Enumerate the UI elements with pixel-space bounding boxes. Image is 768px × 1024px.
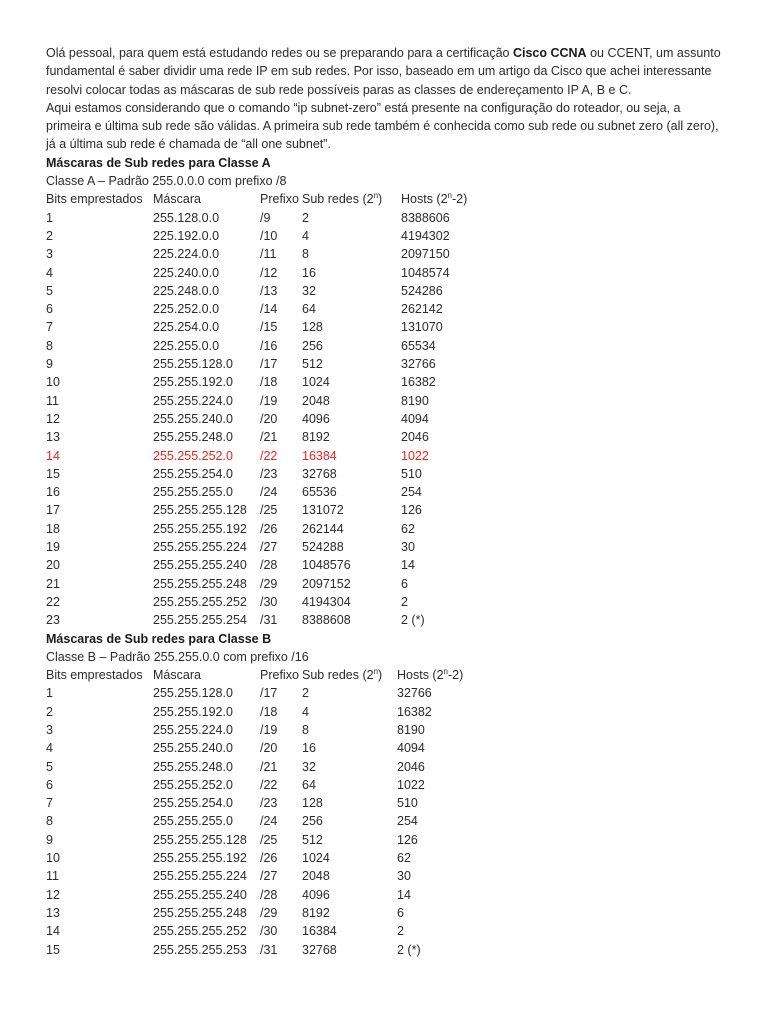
table-row	[46, 501, 521, 519]
subnets-cell: 64	[302, 302, 316, 317]
class-b-header-row	[46, 666, 517, 684]
header-prefix: Prefixo	[260, 668, 299, 683]
table-row	[46, 721, 517, 739]
bits-cell: 13	[46, 430, 60, 445]
table-row	[46, 428, 521, 446]
prefix-cell: /23	[260, 796, 278, 811]
table-row	[46, 556, 521, 574]
header-prefix: Prefixo	[260, 192, 299, 207]
table-row	[46, 758, 517, 776]
prefix-cell: /20	[260, 741, 278, 756]
table-row	[46, 337, 521, 355]
subnets-cell: 2048	[302, 393, 330, 408]
table-row	[46, 684, 517, 702]
subnets-cell: 8192	[302, 430, 330, 445]
hosts-cell: 1022	[401, 448, 429, 463]
hosts-cell: 2046	[397, 759, 425, 774]
hosts-cell: 254	[397, 814, 418, 829]
subnets-cell: 16	[302, 265, 316, 280]
hosts-cell: 2	[401, 594, 408, 609]
bits-cell: 3	[46, 722, 53, 737]
hosts-cell: 16382	[397, 704, 432, 719]
table-row	[46, 264, 521, 282]
subnets-cell: 1024	[302, 851, 330, 866]
subnets-cell: 131072	[302, 503, 344, 518]
class-a-header-row	[46, 190, 521, 208]
header-bits: Bits emprestados	[46, 668, 143, 683]
table-row	[46, 538, 521, 556]
hosts-cell: 30	[397, 869, 411, 884]
bits-cell: 19	[46, 540, 60, 555]
subnets-cell: 4096	[302, 411, 330, 426]
table-row	[46, 867, 517, 885]
mask-cell: 255.255.255.252	[153, 594, 247, 609]
prefix-cell: /24	[260, 485, 278, 500]
mask-cell: 255.255.240.0	[153, 741, 233, 756]
subnets-cell: 16384	[302, 448, 337, 463]
hosts-cell: 524286	[401, 283, 443, 298]
subnets-cell: 8192	[302, 905, 330, 920]
bits-cell: 3	[46, 247, 53, 262]
mask-cell: 225.255.0.0	[153, 338, 220, 353]
mask-cell: 255.255.255.248	[153, 905, 247, 920]
prefix-cell: /25	[260, 503, 278, 518]
table-row	[46, 831, 517, 849]
subnets-cell: 262144	[302, 521, 344, 536]
table-row	[46, 465, 521, 483]
bits-cell: 8	[46, 814, 53, 829]
bits-cell: 2	[46, 228, 53, 243]
bits-cell: 21	[46, 576, 60, 591]
mask-cell: 255.255.254.0	[153, 466, 233, 481]
table-row	[46, 739, 517, 757]
mask-cell: 255.255.255.248	[153, 576, 247, 591]
class-a-table	[46, 190, 521, 629]
mask-cell: 255.255.255.0	[153, 814, 233, 829]
prefix-cell: /11	[260, 247, 277, 262]
prefix-cell: /17	[260, 357, 278, 372]
hosts-cell: 6	[397, 905, 404, 920]
bits-cell: 20	[46, 558, 60, 573]
prefix-cell: /23	[260, 466, 278, 481]
prefix-cell: /17	[260, 686, 278, 701]
mask-cell: 255.255.255.240	[153, 558, 247, 573]
table-row	[46, 776, 517, 794]
class-b-subtitle: Classe B – Padrão 255.255.0.0 com prefixo /16	[46, 649, 309, 664]
hosts-cell: 6	[401, 576, 408, 591]
prefix-cell: /14	[260, 302, 278, 317]
hosts-cell: 126	[397, 832, 418, 847]
subnets-cell: 8388608	[302, 613, 351, 628]
table-row	[46, 812, 517, 830]
intro-paragraph-2: Aqui estamos considerando que o comando “ip subnet-zero” está presente na configuração do roteador, ou seja, a primeira e última sub rede são válidas. A primeira sub rede também é conhecida como sub rede ou subnet zero (all zero), já a última sub rede é chamada de “all one subnet”.	[46, 100, 719, 152]
hosts-cell: 254	[401, 485, 422, 500]
mask-cell: 255.255.255.128	[153, 832, 247, 847]
header-mask: Máscara	[153, 192, 201, 207]
bits-cell: 23	[46, 613, 60, 628]
mask-cell: 255.255.128.0	[153, 357, 233, 372]
mask-cell: 255.255.255.224	[153, 540, 247, 555]
cisco-ccna-bold: Cisco CCNA	[512, 46, 587, 60]
table-row	[46, 520, 521, 538]
subnets-cell: 4194304	[302, 594, 351, 609]
mask-cell: 255.255.252.0	[153, 448, 233, 463]
subnets-cell: 32	[302, 759, 316, 774]
bits-cell: 18	[46, 521, 60, 536]
class-b-table	[46, 666, 517, 959]
mask-cell: 255.128.0.0	[153, 210, 220, 225]
hosts-cell: 30	[401, 540, 415, 555]
header-hosts: Hosts (2$^n$-2)	[401, 191, 468, 207]
subnets-cell: 16	[302, 741, 316, 756]
bits-cell: 12	[46, 411, 60, 426]
hosts-cell: 8388606	[401, 210, 450, 225]
mask-cell: 255.255.248.0	[153, 759, 233, 774]
prefix-cell: /30	[260, 594, 278, 609]
prefix-cell: /30	[260, 924, 278, 939]
bits-cell: 8	[46, 338, 53, 353]
mask-cell: 255.255.128.0	[153, 686, 233, 701]
mask-cell: 255.255.248.0	[153, 430, 233, 445]
table-row	[46, 703, 517, 721]
subnets-cell: 256	[302, 814, 323, 829]
table-row	[46, 373, 521, 391]
bits-cell: 4	[46, 265, 53, 280]
subnets-cell: 1048576	[302, 558, 351, 573]
mask-cell: 225.240.0.0	[153, 265, 220, 280]
prefix-cell: /26	[260, 851, 278, 866]
mask-cell: 225.252.0.0	[153, 302, 220, 317]
subnets-cell: 256	[302, 338, 323, 353]
hosts-cell: 62	[401, 521, 415, 536]
bits-cell: 9	[46, 832, 53, 847]
intro-text-continued: ou CCENT, um assunto fundamental é saber dividir uma rede IP em sub redes. Por isso, baseado em um artigo da Cisco que achei interessante resolvi colocar todas as máscaras de sub rede possíveis paras as classes de endereçamento IP A, B e C.	[46, 46, 721, 97]
hosts-cell: 2 (*)	[401, 613, 425, 628]
hosts-cell: 2 (*)	[397, 942, 421, 957]
mask-cell: 225.192.0.0	[153, 228, 220, 243]
bits-cell: 7	[46, 796, 53, 811]
table-row	[46, 227, 521, 245]
hosts-cell: 2	[397, 924, 404, 939]
bits-cell: 10	[46, 375, 60, 390]
hosts-cell: 262142	[401, 302, 443, 317]
hosts-cell: 4094	[401, 411, 429, 426]
bits-cell: 11	[46, 869, 59, 884]
table-row	[46, 904, 517, 922]
table-row	[46, 483, 521, 501]
header-hosts: Hosts (2$^n$-2)	[397, 666, 464, 683]
prefix-cell: /27	[260, 869, 278, 884]
hosts-cell: 32766	[401, 357, 436, 372]
mask-cell: 255.255.255.192	[153, 851, 247, 866]
mask-cell: 255.255.192.0	[153, 375, 233, 390]
table-row	[46, 392, 521, 410]
subnets-cell: 2097152	[302, 576, 351, 591]
header-mask: Máscara	[153, 668, 201, 683]
intro-paragraph-1	[46, 44, 726, 99]
bits-cell: 22	[46, 594, 60, 609]
header-bits: Bits emprestados	[46, 192, 143, 207]
hosts-cell: 510	[401, 466, 422, 481]
subnets-cell: 128	[302, 796, 323, 811]
prefix-cell: /20	[260, 411, 278, 426]
table-row	[46, 941, 517, 959]
bits-cell: 5	[46, 283, 53, 298]
table-row	[46, 611, 521, 629]
prefix-cell: /12	[260, 265, 278, 280]
mask-cell: 255.255.255.252	[153, 924, 247, 939]
mask-cell: 255.255.252.0	[153, 777, 233, 792]
subnets-cell: 128	[302, 320, 323, 335]
hosts-cell: 8190	[401, 393, 429, 408]
hosts-cell: 2097150	[401, 247, 450, 262]
bits-cell: 15	[46, 942, 60, 957]
article-page	[46, 44, 726, 959]
subnets-cell: 4	[302, 704, 309, 719]
mask-cell: 255.255.255.253	[153, 942, 247, 957]
subnets-cell: 4096	[302, 887, 330, 902]
prefix-cell: /29	[260, 576, 278, 591]
subnets-cell: 512	[302, 832, 323, 847]
prefix-cell: /13	[260, 283, 278, 298]
mask-cell: 225.248.0.0	[153, 283, 220, 298]
bits-cell: 10	[46, 851, 60, 866]
table-row	[46, 355, 521, 373]
bits-cell: 13	[46, 905, 60, 920]
mask-cell: 255.255.255.128	[153, 503, 247, 518]
hosts-cell: 4094	[397, 741, 425, 756]
hosts-cell: 62	[397, 851, 411, 866]
prefix-cell: /19	[260, 393, 278, 408]
table-row	[46, 593, 521, 611]
hosts-cell: 8190	[397, 722, 425, 737]
prefix-cell: /21	[260, 759, 278, 774]
bits-cell: 1	[46, 210, 53, 225]
hosts-cell: 14	[397, 887, 411, 902]
prefix-cell: /16	[260, 338, 278, 353]
bits-cell: 9	[46, 357, 53, 372]
mask-cell: 255.255.240.0	[153, 411, 233, 426]
table-row	[46, 209, 521, 227]
mask-cell: 225.224.0.0	[153, 247, 220, 262]
prefix-cell: /26	[260, 521, 278, 536]
bits-cell: 16	[46, 485, 60, 500]
bits-cell: 1	[46, 686, 53, 701]
subnets-cell: 65536	[302, 485, 337, 500]
subnets-cell: 512	[302, 357, 323, 372]
prefix-cell: /28	[260, 887, 278, 902]
hosts-cell: 65534	[401, 338, 436, 353]
prefix-cell: /21	[260, 430, 278, 445]
class-a-title: Máscaras de Sub redes para Classe A	[46, 155, 271, 170]
prefix-cell: /31	[260, 613, 278, 628]
subnets-cell: 524288	[302, 540, 344, 555]
hosts-cell: 16382	[401, 375, 436, 390]
hosts-cell: 2046	[401, 430, 429, 445]
bits-cell: 11	[46, 393, 59, 408]
hosts-cell: 14	[401, 558, 415, 573]
mask-cell: 255.255.255.240	[153, 887, 247, 902]
hosts-cell: 131070	[401, 320, 443, 335]
subnets-cell: 32768	[302, 466, 337, 481]
subnets-cell: 4	[302, 228, 309, 243]
subnets-cell: 2	[302, 210, 309, 225]
prefix-cell: /24	[260, 814, 278, 829]
class-a-subtitle: Classe A – Padrão 255.0.0.0 com prefixo /8	[46, 174, 287, 189]
hosts-cell: 510	[397, 796, 418, 811]
bits-cell: 15	[46, 466, 60, 481]
hosts-cell: 126	[401, 503, 422, 518]
subnets-cell: 32	[302, 283, 316, 298]
table-row	[46, 849, 517, 867]
bits-cell: 6	[46, 302, 53, 317]
mask-cell: 255.255.254.0	[153, 796, 233, 811]
table-row	[46, 794, 517, 812]
hosts-cell: 1022	[397, 777, 425, 792]
subnets-cell: 32768	[302, 942, 337, 957]
header-subnets: Sub redes (2$^n$)	[302, 191, 383, 207]
table-row	[46, 447, 521, 465]
prefix-cell: /10	[260, 228, 278, 243]
prefix-cell: /22	[260, 448, 278, 463]
hosts-cell: 32766	[397, 686, 432, 701]
subnets-cell: 2	[302, 686, 309, 701]
bits-cell: 7	[46, 320, 53, 335]
prefix-cell: /19	[260, 722, 278, 737]
table-row	[46, 300, 521, 318]
mask-cell: 255.255.255.0	[153, 485, 233, 500]
mask-cell: 225.254.0.0	[153, 320, 220, 335]
prefix-cell: /15	[260, 320, 278, 335]
table-row	[46, 245, 521, 263]
header-subnets: Sub redes (2$^n$)	[302, 666, 383, 683]
table-row	[46, 886, 517, 904]
bits-cell: 17	[46, 503, 60, 518]
prefix-cell: /18	[260, 375, 278, 390]
bits-cell: 2	[46, 704, 53, 719]
table-row	[46, 282, 521, 300]
prefix-cell: /22	[260, 777, 278, 792]
subnets-cell: 1024	[302, 375, 330, 390]
prefix-cell: /31	[260, 942, 278, 957]
table-row	[46, 922, 517, 940]
bits-cell: 4	[46, 741, 53, 756]
hosts-cell: 1048574	[401, 265, 450, 280]
prefix-cell: /28	[260, 558, 278, 573]
table-row	[46, 318, 521, 336]
subnets-cell: 16384	[302, 924, 337, 939]
table-row	[46, 410, 521, 428]
prefix-cell: /25	[260, 832, 278, 847]
subnets-cell: 8	[302, 247, 309, 262]
class-b-title: Máscaras de Sub redes para Classe B	[46, 631, 272, 646]
mask-cell: 255.255.255.192	[153, 521, 247, 536]
prefix-cell: /27	[260, 540, 278, 555]
bits-cell: 6	[46, 777, 53, 792]
prefix-cell: /9	[260, 210, 271, 225]
prefix-cell: /29	[260, 905, 278, 920]
mask-cell: 255.255.255.254	[153, 613, 247, 628]
mask-cell: 255.255.224.0	[153, 722, 233, 737]
prefix-cell: /18	[260, 704, 278, 719]
subnets-cell: 64	[302, 777, 316, 792]
intro-text: Olá pessoal, para quem está estudando redes ou se preparando para a certificação	[46, 46, 513, 60]
bits-cell: 14	[46, 448, 60, 463]
bits-cell: 5	[46, 759, 53, 774]
subnets-cell: 2048	[302, 869, 330, 884]
bits-cell: 12	[46, 887, 60, 902]
mask-cell: 255.255.255.224	[153, 869, 247, 884]
hosts-cell: 4194302	[401, 228, 450, 243]
bits-cell: 14	[46, 924, 60, 939]
mask-cell: 255.255.224.0	[153, 393, 233, 408]
mask-cell: 255.255.192.0	[153, 704, 233, 719]
table-row	[46, 575, 521, 593]
subnets-cell: 8	[302, 722, 309, 737]
